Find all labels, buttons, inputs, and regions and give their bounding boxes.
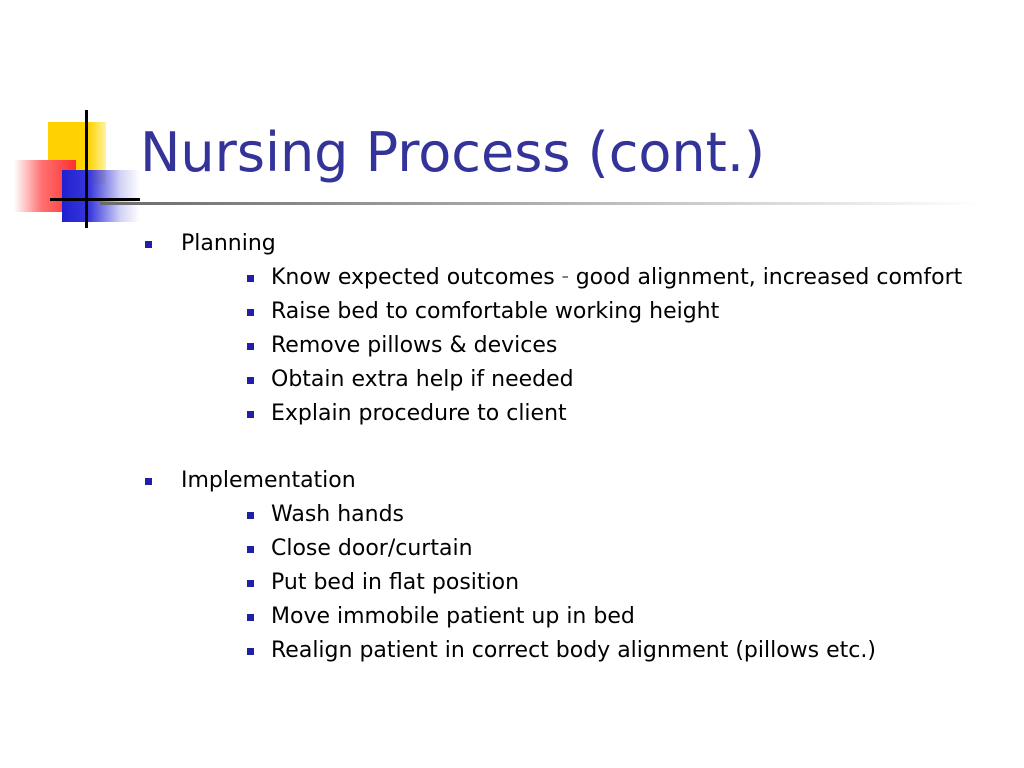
square-bullet-icon — [247, 275, 254, 282]
slide-title: Nursing Process (cont.) — [140, 121, 766, 184]
bullet-implementation — [181, 466, 356, 496]
square-bullet-icon — [247, 343, 254, 350]
list-item-text: Realign patient in correct body alignment (pillows etc.) — [271, 638, 876, 663]
square-bullet-icon — [247, 614, 254, 621]
list-item-text: Explain procedure to client — [271, 401, 567, 426]
decorative-logo — [0, 100, 150, 235]
list-item-text: Remove pillows & devices — [271, 333, 558, 358]
logo-vertical-line — [85, 110, 88, 228]
logo-blue-square — [62, 170, 140, 222]
list-item — [271, 297, 719, 327]
list-item-text: Wash hands — [271, 502, 405, 527]
title-underline — [100, 202, 980, 205]
list-item-text-continued: good alignment, increased comfort — [575, 265, 963, 290]
square-bullet-icon — [247, 411, 254, 418]
logo-horizontal-line — [50, 198, 140, 201]
section-heading: Planning — [181, 231, 276, 256]
square-bullet-icon — [247, 648, 254, 655]
square-bullet-icon — [145, 478, 152, 485]
list-item — [271, 399, 567, 429]
list-item-text: Move immobile patient up in bed — [271, 604, 635, 629]
square-bullet-icon — [145, 241, 152, 248]
bullet-planning — [181, 229, 276, 259]
list-item — [271, 331, 557, 361]
square-bullet-icon — [247, 580, 254, 587]
list-item-text: Raise bed to comfortable working height — [271, 299, 720, 324]
list-item — [271, 263, 962, 295]
dash-separator: – — [561, 269, 569, 285]
list-item — [271, 365, 574, 395]
list-item — [271, 534, 473, 564]
square-bullet-icon — [247, 377, 254, 384]
list-item — [271, 636, 876, 666]
list-item — [271, 500, 404, 530]
list-item — [271, 568, 519, 598]
list-item-text: Put bed in flat position — [271, 570, 520, 595]
section-heading: Implementation — [181, 468, 356, 493]
square-bullet-icon — [247, 309, 254, 316]
list-item-text: Know expected outcomes — [271, 265, 555, 290]
list-item-text: Close door/curtain — [271, 536, 473, 561]
list-item — [271, 602, 635, 632]
list-item-text: Obtain extra help if needed — [271, 367, 574, 392]
square-bullet-icon — [247, 546, 254, 553]
square-bullet-icon — [247, 512, 254, 519]
